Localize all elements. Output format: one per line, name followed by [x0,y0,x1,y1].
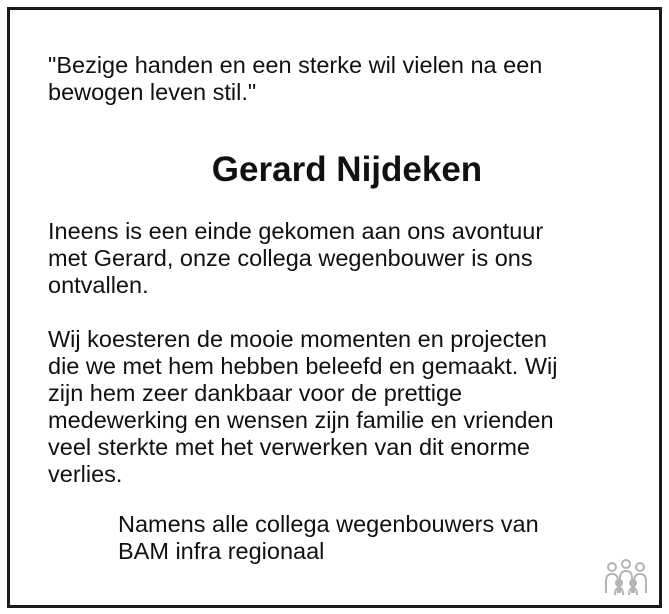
paragraph-line: Wij koesteren de mooie momenten en projecten [48,326,547,352]
paragraph-line: die we met hem hebben beleefd en gemaakt. Wij [48,353,558,379]
people-group-icon [603,559,649,597]
notice-content [48,52,628,565]
paragraph-line: met Gerard, onze collega wegenbouwer is ons [48,245,533,271]
paragraph-line: Ineens is een einde gekomen aan ons avontuur [48,218,544,244]
quote-line: "Bezige handen en een sterke wil vielen na een [48,52,543,78]
paragraph-announcement [48,218,628,299]
opening-quote [48,52,628,106]
signature [118,511,628,565]
obituary-notice [7,7,662,608]
paragraph-tribute [48,326,628,488]
paragraph-line: medewerking en wensen zijn familie en vrienden [48,407,554,433]
paragraph-line: zijn hem zeer dankbaar voor de prettige [48,380,463,406]
deceased-name: Gerard Nijdeken [211,150,483,189]
paragraph-line: ontvallen. [48,272,149,298]
paragraph-line: veel sterkte met het verwerken van dit enorme [48,434,530,460]
paragraph-line: verlies. [48,461,123,487]
signature-line: BAM infra regionaal [118,538,325,564]
signature-line: Namens alle collega wegenbouwers van [118,511,539,537]
quote-line: bewogen leven stil." [48,79,257,105]
